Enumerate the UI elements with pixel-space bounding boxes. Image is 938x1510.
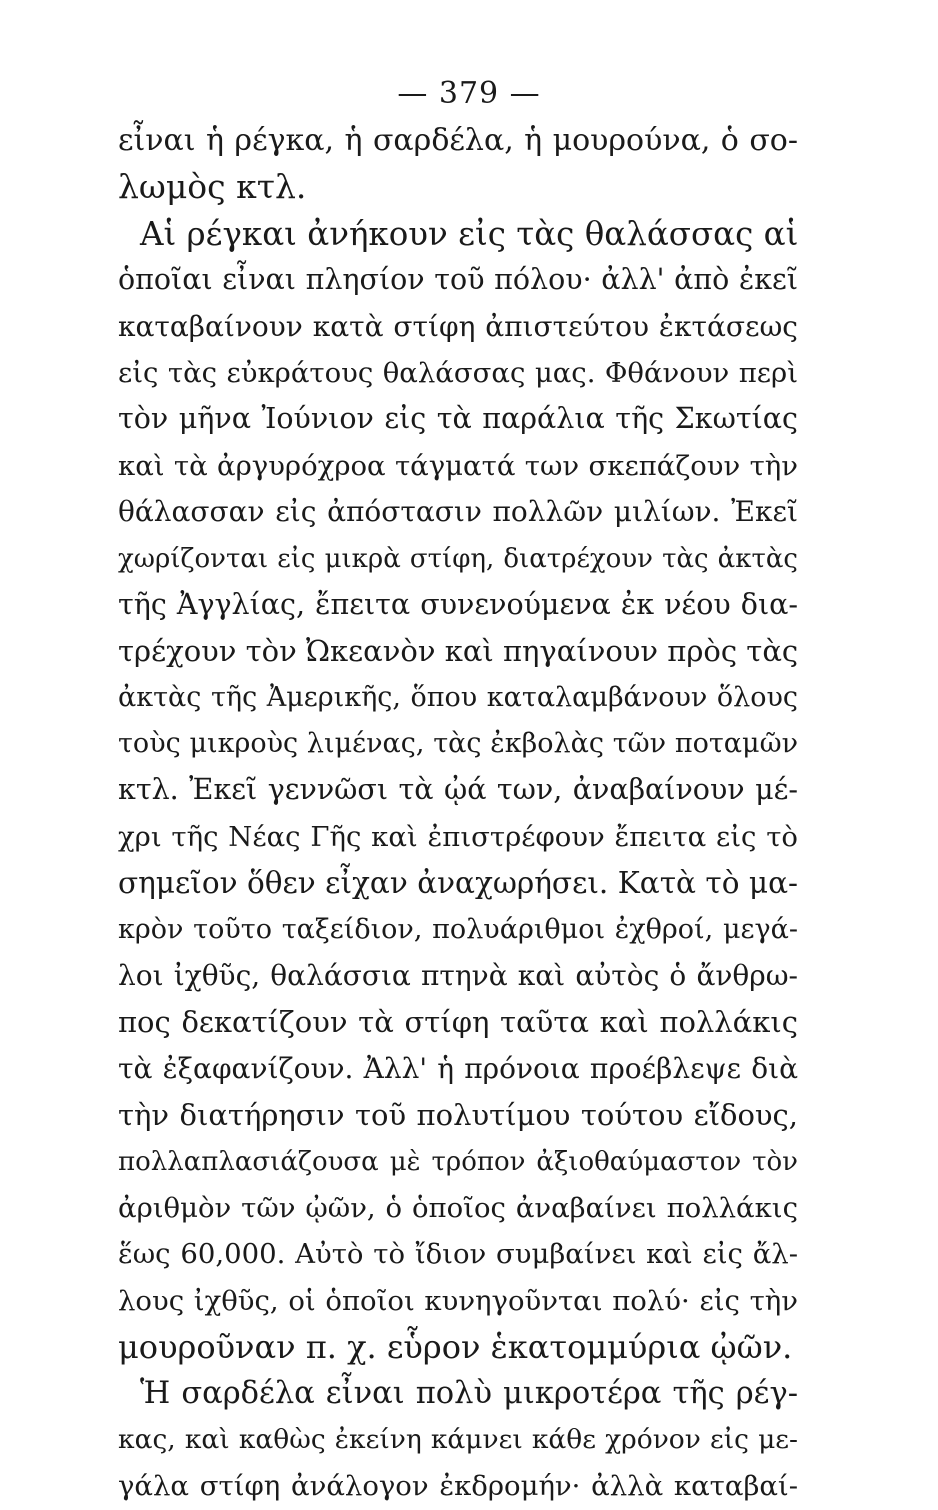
text-line: χωρίζονται εἰς μικρὰ στίφη, διατρέχουν τὰς ἀκτὰς (118, 543, 798, 574)
text-line: κτλ. Ἐκεῖ γεννῶσι τὰ ᾠά των, ἀναβαίνουν μέ- (118, 773, 798, 807)
text-line: τῆς Ἀγγλίας, ἔπειτα συνενούμενα ἐκ νέου δια- (118, 587, 798, 621)
text-line: λωμὸς κτλ. (118, 167, 307, 207)
text-line: καταβαίνουν κατὰ στίφη ἀπιστεύτου ἐκτάσεως (118, 309, 798, 343)
text-line: Ἡ σαρδέλα εἶναι πολὺ μικροτέρα τῆς ρέγ- (140, 1375, 798, 1411)
text-line: εἰς τὰς εὐκράτους θαλάσσας μας. Φθάνουν περὶ (118, 356, 798, 389)
text-line: χρι τῆς Νέας Γῆς καὶ ἐπιστρέφουν ἔπειτα εἰς τὸ (118, 820, 798, 853)
page-number: — 379 — (397, 76, 541, 111)
text-line: καὶ τὰ ἀργυρόχροα τάγματά των σκεπάζουν τὴν (118, 449, 798, 482)
text-line: κας, καὶ καθὼς ἐκείνη κάμνει κάθε χρόνον εἰς με- (118, 1423, 798, 1455)
body-text (118, 118, 798, 1510)
text-line: μουροῦναν π. χ. εὗρον ἑκατομμύρια ᾠῶν. (118, 1328, 793, 1367)
text-line: σημεῖον ὅθεν εἶχαν ἀναχωρήσει. Κατὰ τὸ μα- (118, 866, 798, 901)
text-line: ἀκτὰς τῆς Ἀμερικῆς, ὅπου καταλαμβάνουν ὅλους (118, 681, 798, 713)
text-line: ἀριθμὸν τῶν ᾠῶν, ὁ ὁποῖος ἀναβαίνει πολλάκις (118, 1191, 798, 1224)
text-line: πος δεκατίζουν τὰ στίφη ταῦτα καὶ πολλάκις (118, 1005, 798, 1040)
text-line: θάλασσαν εἰς ἀπόστασιν πολλῶν μιλίων. Ἐκεῖ (118, 495, 798, 529)
text-line: πολλαπλασιάζουσα μὲ τρόπον ἀξιοθαύμαστον τὸν (118, 1146, 798, 1177)
text-line: κρὸν τοῦτο ταξείδιον, πολυάριθμοι ἐχθροί, μεγά- (118, 913, 798, 945)
text-line: τρέχουν τὸν Ὠκεανὸν καὶ πηγαίνουν πρὸς τὰς (118, 634, 798, 669)
text-line: τὸν μῆνα Ἰούνιον εἰς τὰ παράλια τῆς Σκωτίας (118, 402, 798, 436)
text-line: τὴν διατήρησιν τοῦ πολυτίμου τούτου εἴδους, (118, 1098, 798, 1133)
text-line: λοι ἰχθῦς, θαλάσσια πτηνὰ καὶ αὐτὸς ὁ ἄνθρω- (118, 959, 798, 993)
text-line: τὰ ἐξαφανίζουν. Ἀλλ' ἡ πρόνοια προέβλεψε διὰ (118, 1051, 798, 1085)
text-line: εἶναι ἡ ρέγκα, ἡ σαρδέλα, ἡ μουρούνα, ὁ σο- (118, 123, 798, 158)
text-line: ὁποῖαι εἶναι πλησίον τοῦ πόλου· ἀλλ' ἀπὸ ἐκεῖ (118, 263, 798, 297)
text-line: Αἱ ρέγκαι ἀνήκουν εἰς τὰς θαλάσσας αἱ (140, 214, 798, 253)
text-line: τοὺς μικροὺς λιμένας, τὰς ἐκβολὰς τῶν ποταμῶν (118, 728, 798, 760)
text-line: γάλα στίφη ἀνάλογον ἐκδρομήν· ἀλλὰ καταβαί- (118, 1470, 798, 1503)
text-line: ἕως 60,000. Αὐτὸ τὸ ἴδιον συμβαίνει καὶ εἰς ἄλ- (118, 1238, 798, 1271)
text-line: λους ἰχθῦς, οἱ ὁποῖοι κυνηγοῦνται πολύ· εἰς τὴν (118, 1284, 798, 1317)
